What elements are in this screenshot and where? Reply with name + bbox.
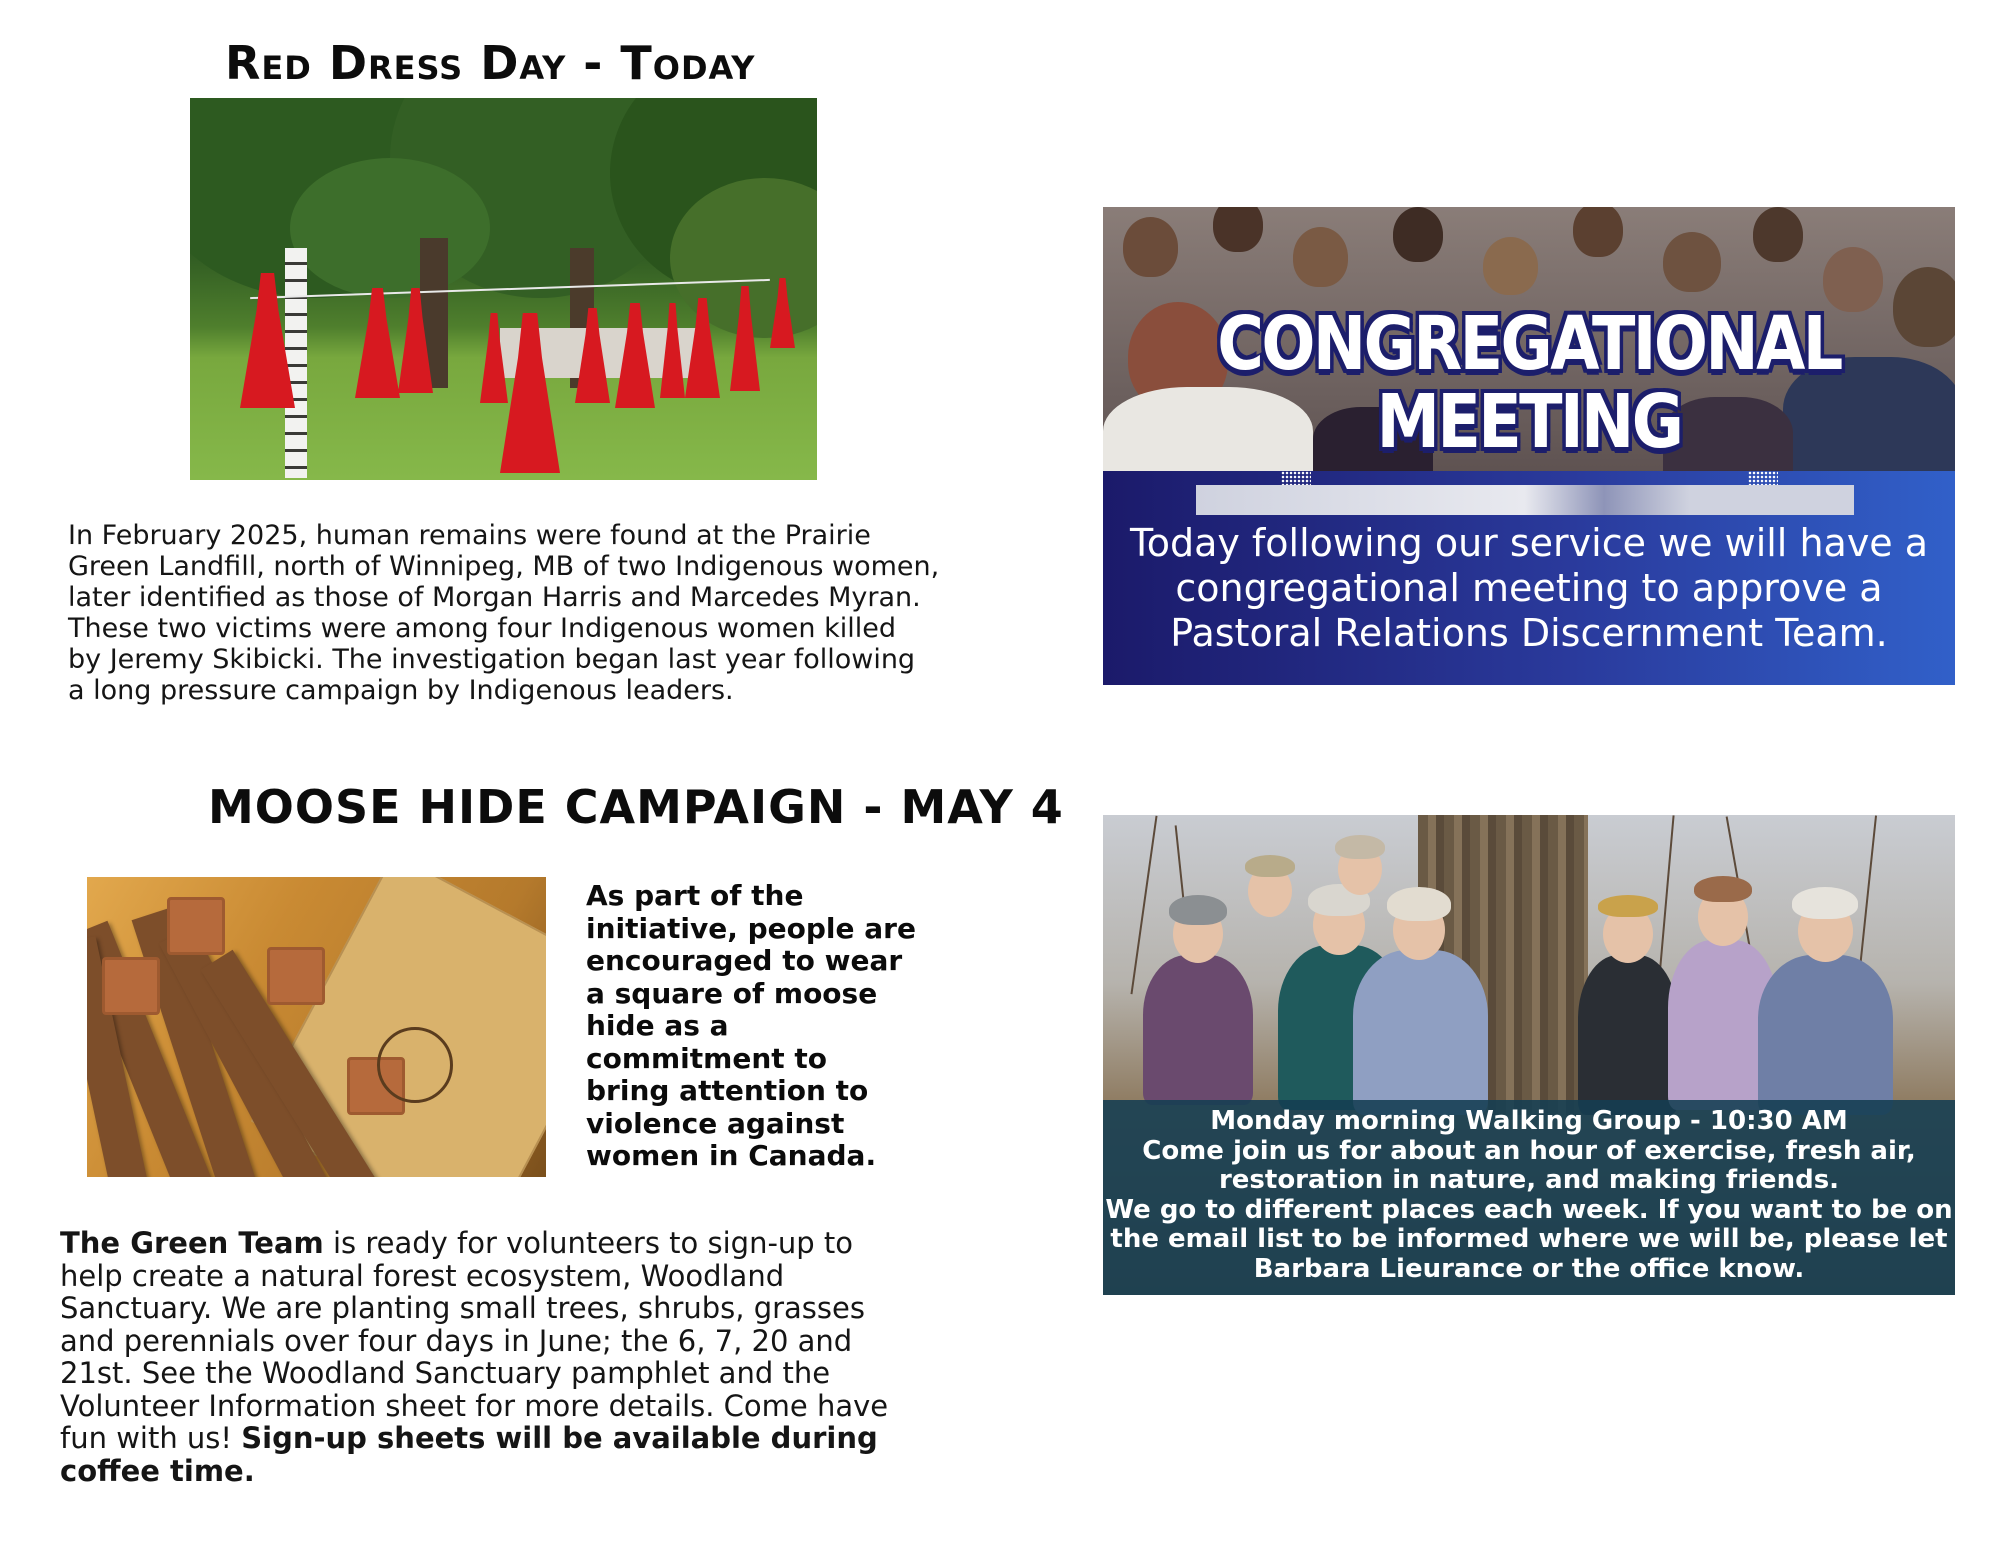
- meeting-description: [1103, 521, 1955, 656]
- paragraph-text: fun with us!: [60, 1421, 242, 1455]
- paragraph-line: by Jeremy Skibicki. The investigation began last year following: [68, 644, 916, 675]
- meeting-title-line1: CONGREGATIONAL: [1217, 301, 1841, 387]
- paragraph-line: a long pressure campaign by Indigenous leaders.: [68, 675, 734, 706]
- signup-note: coffee time.: [60, 1453, 255, 1488]
- description-line: congregational meeting to approve a: [1175, 566, 1883, 610]
- dots-decoration-icon: [1748, 471, 1778, 485]
- description-line: encouraged to wear: [586, 944, 903, 977]
- green-team-name: The Green Team: [60, 1226, 324, 1260]
- paragraph-line: Volunteer Information sheet for more details. Come have: [60, 1388, 889, 1423]
- walking-group-line: the email list to be informed where we will be, please let: [1110, 1224, 1948, 1254]
- paragraph-text: is ready for volunteers to sign-up to: [323, 1226, 854, 1260]
- moose-hide-pins-photo: [87, 877, 546, 1177]
- paragraph-line: Green Landfill, north of Winnipeg, MB of two Indigenous women,: [68, 551, 940, 582]
- description-line: violence against: [586, 1106, 845, 1140]
- walking-group-line: Monday morning Walking Group - 10:30 AM: [1210, 1106, 1848, 1136]
- paragraph-line: In February 2025, human remains were found at the Prairie: [68, 520, 871, 551]
- moose-hide-square: [102, 957, 160, 1015]
- moose-hide-heading: MOOSE HIDE CAMPAIGN - MAY 4: [208, 780, 1064, 834]
- description-line: initiative, people are: [586, 911, 916, 945]
- walking-group-text: [1103, 1107, 1955, 1284]
- walking-group-line: We go to different places each week. If you want to be on: [1105, 1194, 1953, 1225]
- signup-note: Sign-up sheets will be available during: [241, 1421, 878, 1455]
- red-dress: [355, 288, 400, 398]
- description-line: a square of moose: [586, 976, 878, 1010]
- walking-group-line: restoration in nature, and making friends.: [1218, 1165, 1840, 1195]
- description-line: Today following our service we will have a: [1129, 521, 1929, 565]
- walking-group-line: Come join us for about an hour of exercise, fresh air,: [1142, 1135, 1916, 1166]
- paragraph-line: later identified as those of Morgan Harris and Marcedes Myran.: [68, 582, 921, 613]
- walking-group-banner: [1103, 815, 1955, 1295]
- walker: [1578, 885, 1678, 1115]
- walker: [1758, 875, 1893, 1115]
- decorative-bar: [1196, 485, 1854, 515]
- meeting-title-line2: MEETING: [1376, 379, 1682, 465]
- moose-logo-icon: [377, 1027, 453, 1103]
- paragraph-line: Sanctuary. We are planting small trees, shrubs, grasses: [60, 1291, 865, 1325]
- description-line: women in Canada.: [586, 1139, 877, 1172]
- description-line: Pastoral Relations Discernment Team.: [1170, 611, 1888, 655]
- moose-hide-description: [586, 880, 916, 1173]
- red-dresses-photo: [190, 98, 817, 480]
- description-line: bring attention to: [586, 1074, 869, 1107]
- description-line: As part of the: [586, 879, 804, 912]
- moose-hide-square: [267, 947, 325, 1005]
- red-dress-day-heading: Red Dress Day - Today: [225, 36, 756, 90]
- paragraph-line: help create a natural forest ecosystem, Woodland: [60, 1258, 785, 1293]
- dots-decoration-icon: [1281, 471, 1311, 485]
- paragraph-line: These two victims were among four Indigenous women killed: [68, 613, 896, 644]
- paragraph-line: 21st. See the Woodland Sanctuary pamphlet and the: [60, 1356, 831, 1390]
- walking-group-line: Barbara Lieurance or the office know.: [1253, 1253, 1805, 1284]
- description-line: hide as a: [586, 1009, 729, 1042]
- red-dress-paragraph: [68, 520, 968, 706]
- green-team-paragraph: [60, 1227, 960, 1487]
- description-line: commitment to: [586, 1041, 828, 1075]
- walker: [1353, 875, 1488, 1115]
- congregational-meeting-banner: [1103, 207, 1955, 685]
- paragraph-line: and perennials over four days in June; the 6, 7, 20 and: [60, 1323, 853, 1358]
- moose-hide-square: [167, 897, 225, 955]
